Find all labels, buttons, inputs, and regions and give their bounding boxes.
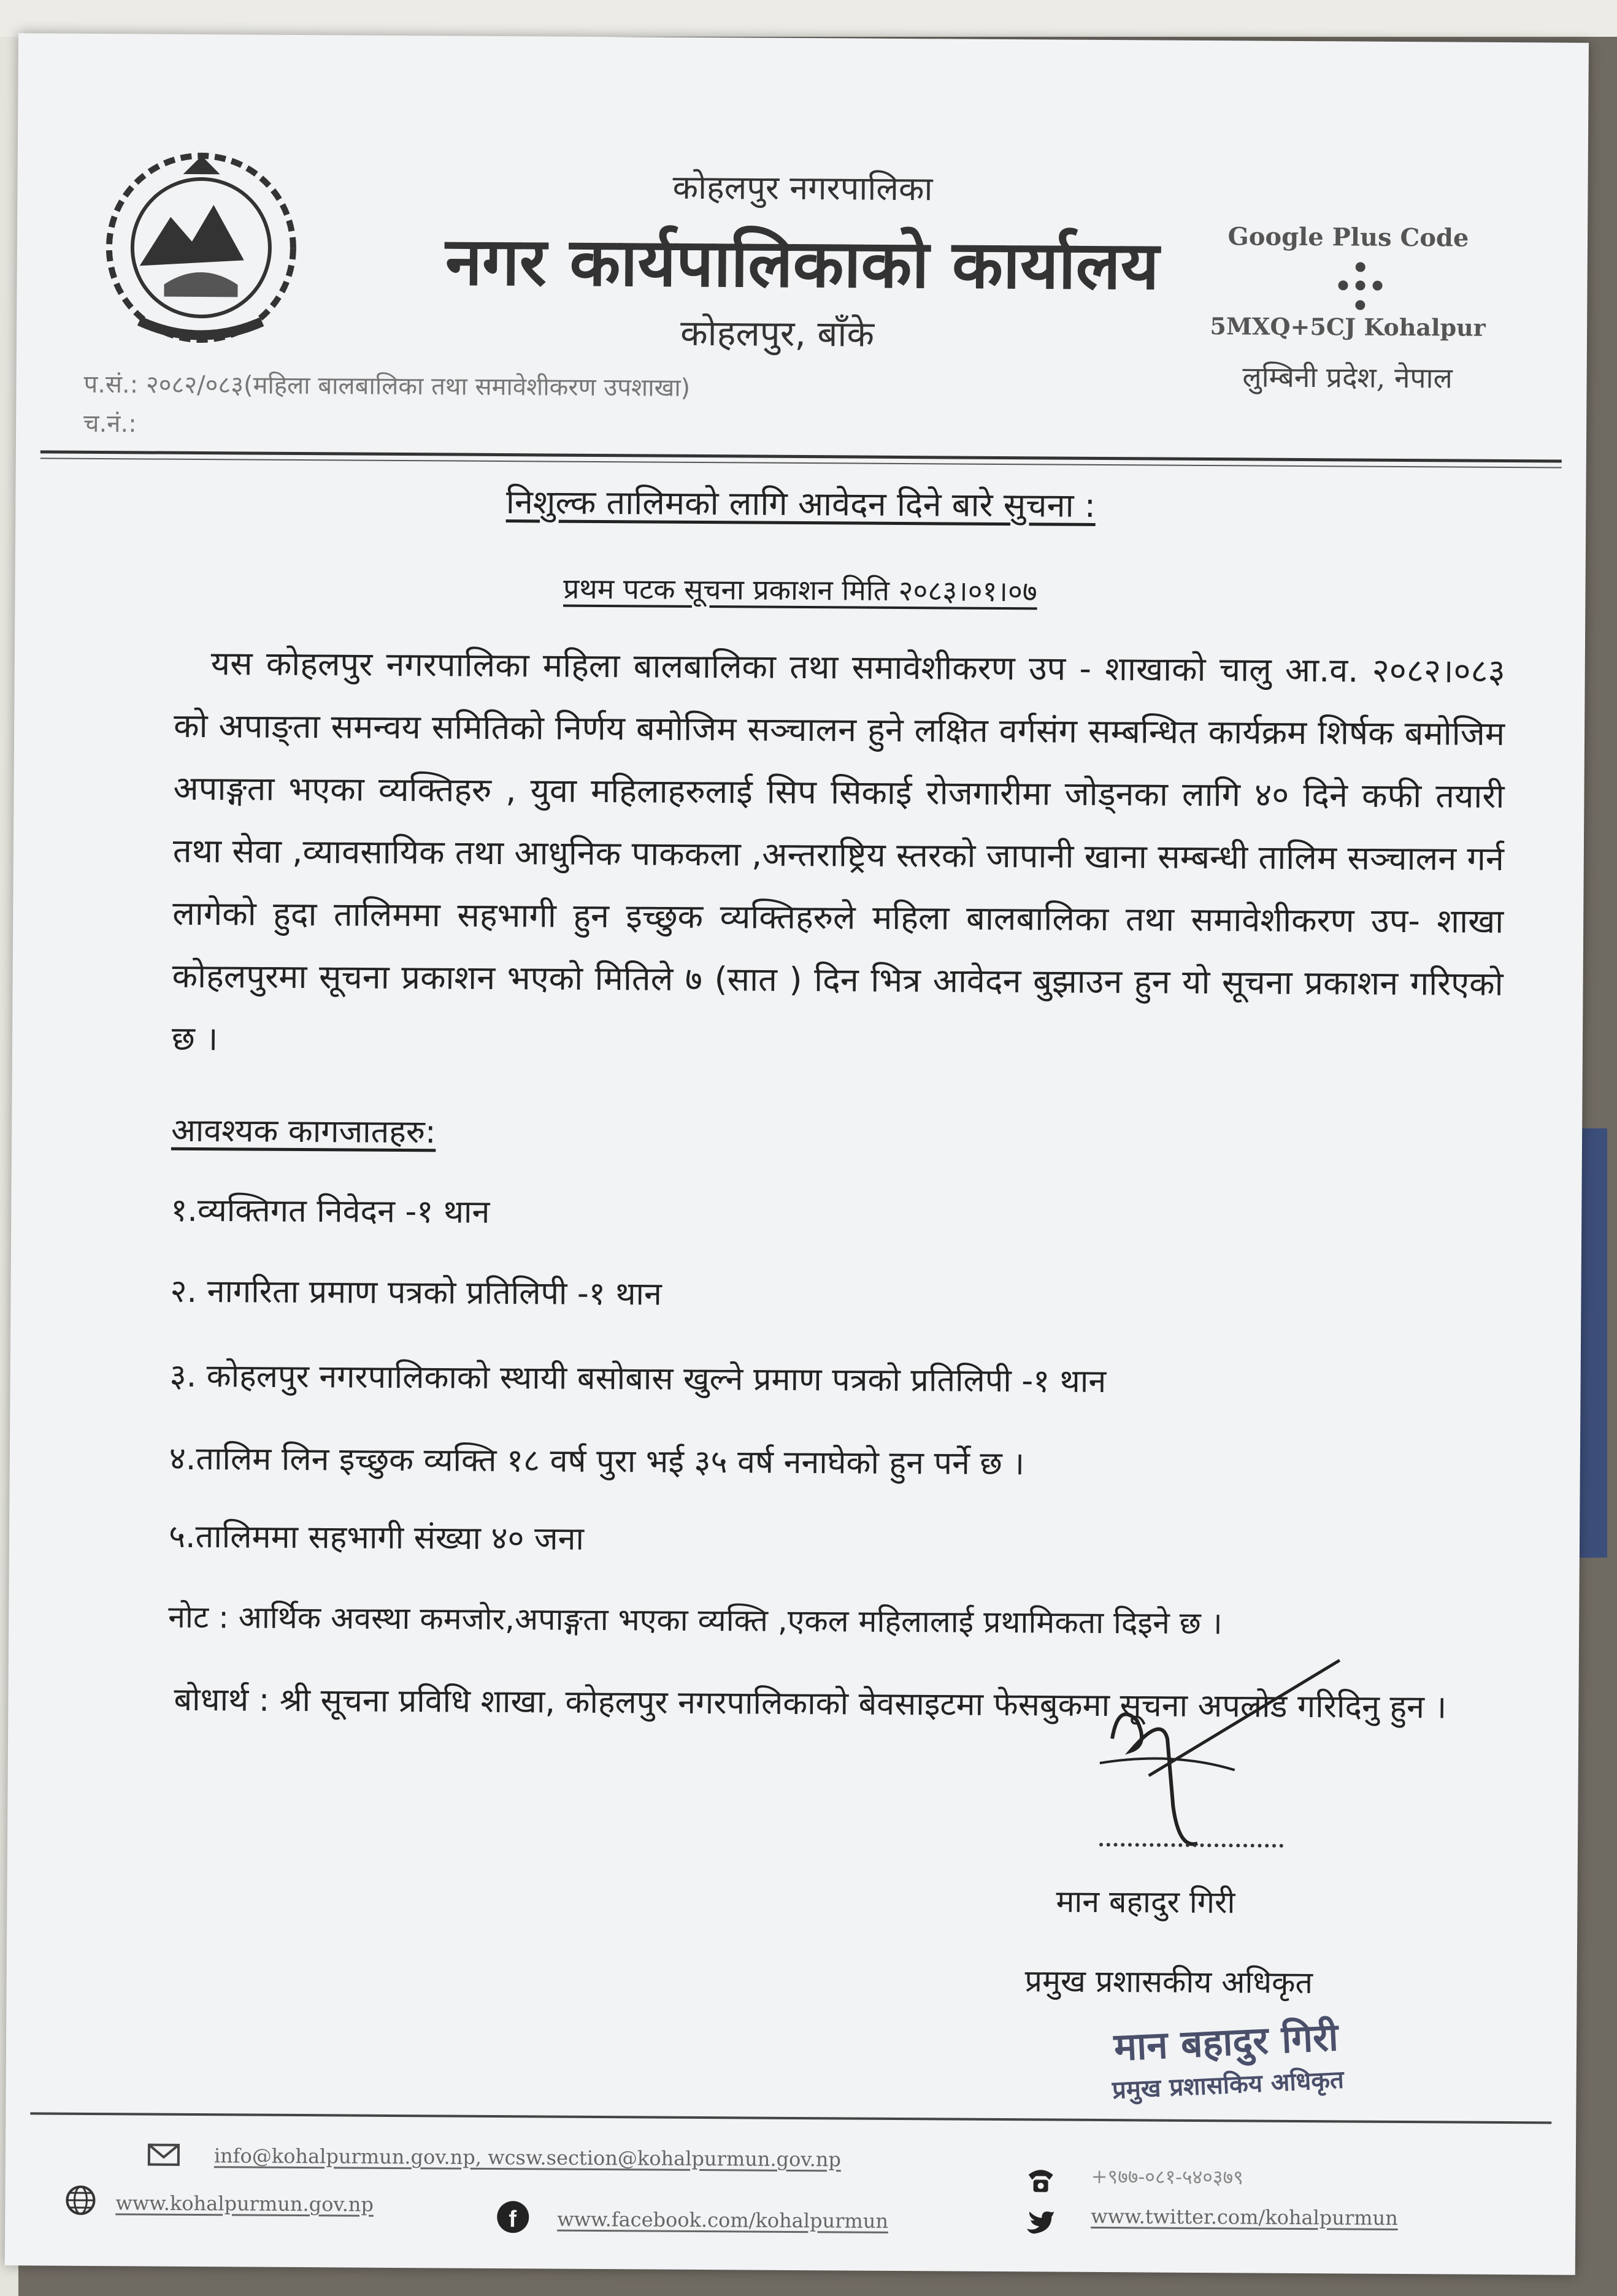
- plus-code-label: Google Plus Code: [1227, 222, 1469, 253]
- notice-body: यस कोहलपुर नगरपालिका महिला बालबालिका तथा समावेशीकरण उप - शाखाको चालु आ.व. २०८२।०८३ को अपाङ्ता समन्वय समितिको निर्णय बमोजिम सञ्चालन हुने लक्षित वर्गसंग सम्बन्धित कार्यक्रम शिर्षक बमोजिम अपाङ्गता भएका व्यक्तिहरु , युवा महिलाहरुलाई सिप सिकाई रोजगारीमा जोड्नका लागि ४० दिने कफी तयारी तथा सेवा ,व्यावसायिक तथा आधुनिक पाककला ,अन्तराष्ट्रिय स्तरको जापानी खाना सम्बन्धी तालिम सञ्चालन गर्न लागेको हुदा तालिममा सहभागी हुन इच्छुक व्यक्तिहरुले महिला बालबालिका तथा समावेशीकरण उप- शाखा कोहलपुरमा सूचना प्रकाशन भएको मितिले ७ (सात ) दिन भित्र आवेदन बुझाउन हुन यो सूचना प्रकाशन गरिएको छ ।: [171, 644, 1505, 1058]
- province-name: लुम्बिनी प्रदेश, नेपाल: [1242, 360, 1453, 395]
- twitter-icon: [1023, 2204, 1058, 2238]
- notice-title: [15, 475, 1586, 530]
- footer-twitter[interactable]: www.twitter.com/kohalpurmun: [1091, 2204, 1398, 2230]
- document-item: ४.तालिम लिन इच्छुक व्यक्ति १८ वर्ष पुरा भई ३५ वर्ष ननाघेको हुन पर्ने छ ।: [169, 1440, 1025, 1483]
- phone-icon: [1024, 2162, 1058, 2197]
- footer-divider: [30, 2112, 1551, 2124]
- official-stamp: [1084, 2009, 1370, 2107]
- footer-facebook[interactable]: www.facebook.com/kohalpurmun: [557, 2207, 889, 2233]
- reference-block: [83, 365, 690, 447]
- handwritten-signature: [1074, 1647, 1395, 1906]
- plus-code-value: 5MXQ+5CJ Kohalpur: [1210, 312, 1486, 342]
- documents-heading: आवश्यक कागजातहरु:: [171, 1112, 436, 1151]
- stamp-title: प्रमुख प्रशासकिय अधिकृत: [1112, 2065, 1345, 2105]
- bodhartha: बोधार्थ : श्री सूचना प्रविधि शाखा, कोहलपुर नगरपालिकाको बेवसाइटमा फेसबुकमा सूचना अपलोड गरिदिनु हुन ।: [174, 1681, 1447, 1726]
- globe-icon: [63, 2183, 98, 2218]
- publication-date-text: प्रथम पटक सूचना प्रकाशन मिति २०८३।०१।०७: [563, 572, 1037, 608]
- document-item: ३. कोहलपुर नगरपालिकाको स्थायी बसोबास खुल्ने प्रमाण पत्रको प्रतिलिपी -१ थान: [169, 1357, 1107, 1401]
- office-location: कोहलपुर, बाँके: [680, 312, 875, 355]
- plus-code-dots-icon: [1335, 261, 1385, 316]
- priority-note: नोट : आर्थिक अवस्था कमजोर,अपाङ्गता भएका व्यक्ति ,एकल महिलालाई प्रथामिकता दिइने छ ।: [168, 1599, 1223, 1642]
- header-divider: [40, 450, 1562, 462]
- publication-date: [15, 565, 1585, 613]
- document-item: ५.तालिममा सहभागी संख्या ४० जना: [168, 1518, 585, 1558]
- document-item: २. नागरिता प्रमाण पत्रको प्रतिलिपी -१ थान: [170, 1272, 663, 1313]
- document-item: १.व्यक्तिगत निवेदन -१ थान: [171, 1192, 490, 1231]
- notice-title-text: निशुल्क तालिमको लागि आवेदन दिने बारे सुचना :: [505, 483, 1096, 525]
- mail-icon: [147, 2138, 181, 2172]
- notice-page: [5, 33, 1589, 2275]
- reference-number: प.सं.: २०८२/०८३(महिला बालबालिका तथा समावेशीकरण उपशाखा): [83, 370, 691, 402]
- background-paper: [0, 0, 1617, 37]
- office-name: नगर कार्यपालिकाको कार्यालय: [445, 223, 1159, 305]
- signatory-name: मान बहादुर गिरी: [1056, 1883, 1235, 1921]
- svg-text:f: f: [509, 2206, 517, 2233]
- footer-website[interactable]: www.kohalpurmun.gov.np: [115, 2191, 374, 2216]
- footer-email[interactable]: info@kohalpurmun.gov.np, wcsw.section@kohalpurmun.gov.np: [213, 2144, 842, 2172]
- footer-phone: +९७७-०८१-५४०३७९: [1091, 2164, 1243, 2189]
- signatory-title: प्रमुख प्रशासकीय अधिकृत: [1024, 1963, 1313, 2001]
- municipality-name: कोहलपुर नगरपालिका: [672, 167, 933, 209]
- dispatch-number: च.नं.:: [83, 409, 137, 438]
- facebook-icon: [496, 2200, 530, 2234]
- stamp-name: मान बहादुर गिरी: [1113, 2014, 1340, 2070]
